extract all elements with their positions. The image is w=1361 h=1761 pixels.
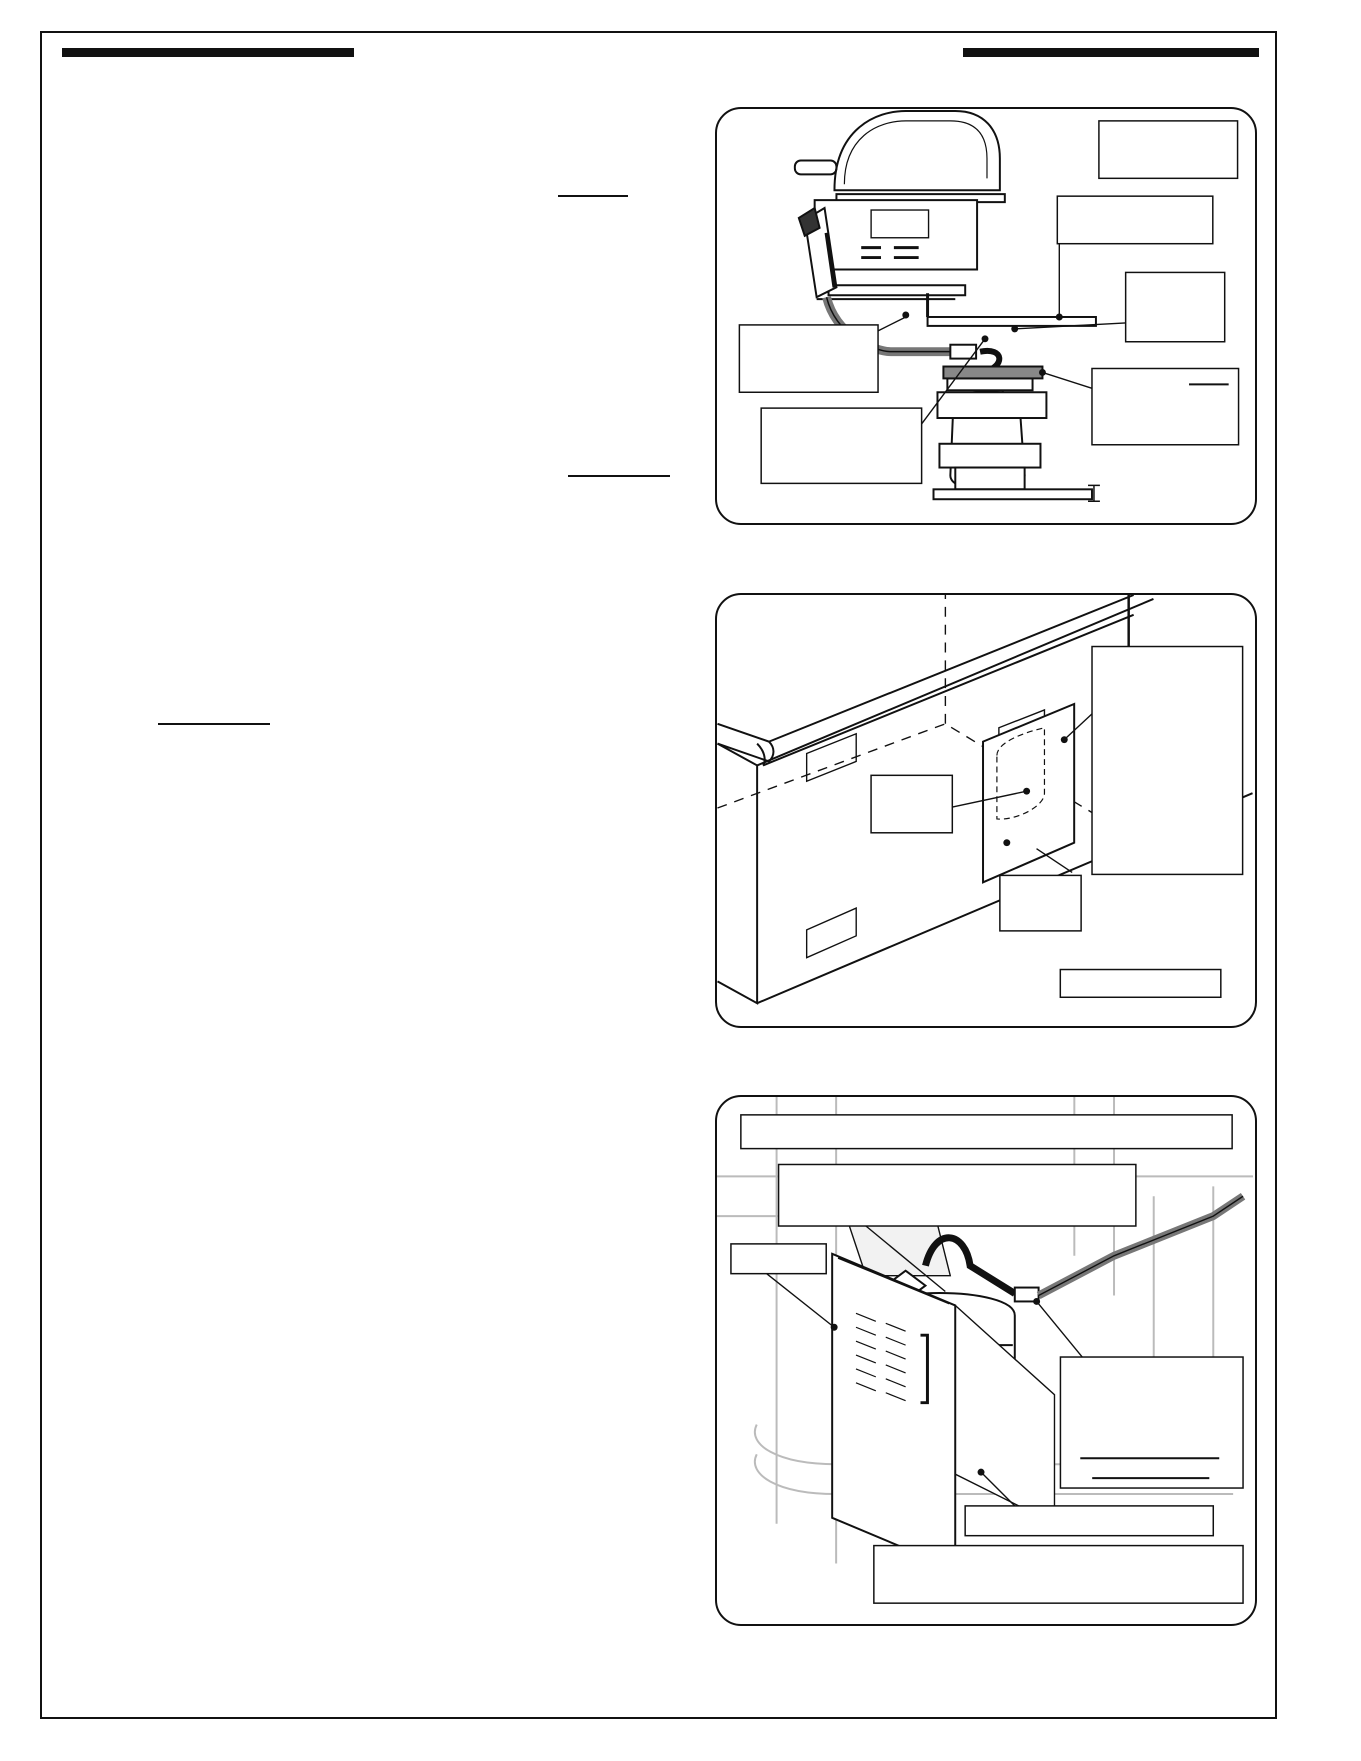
grill-tank-drawing xyxy=(717,109,1255,523)
figure-grill-tank xyxy=(715,107,1257,525)
figure-tank-drawer xyxy=(715,1095,1257,1626)
tank-drawer-drawing xyxy=(717,1097,1255,1624)
text-underline-3 xyxy=(158,723,270,725)
figure-island-access xyxy=(715,593,1257,1028)
island-drawing xyxy=(717,595,1255,1026)
text-underline-1 xyxy=(558,195,628,197)
header-rule-left xyxy=(62,48,354,57)
header-rule-right xyxy=(963,48,1259,57)
text-underline-2 xyxy=(568,475,670,477)
